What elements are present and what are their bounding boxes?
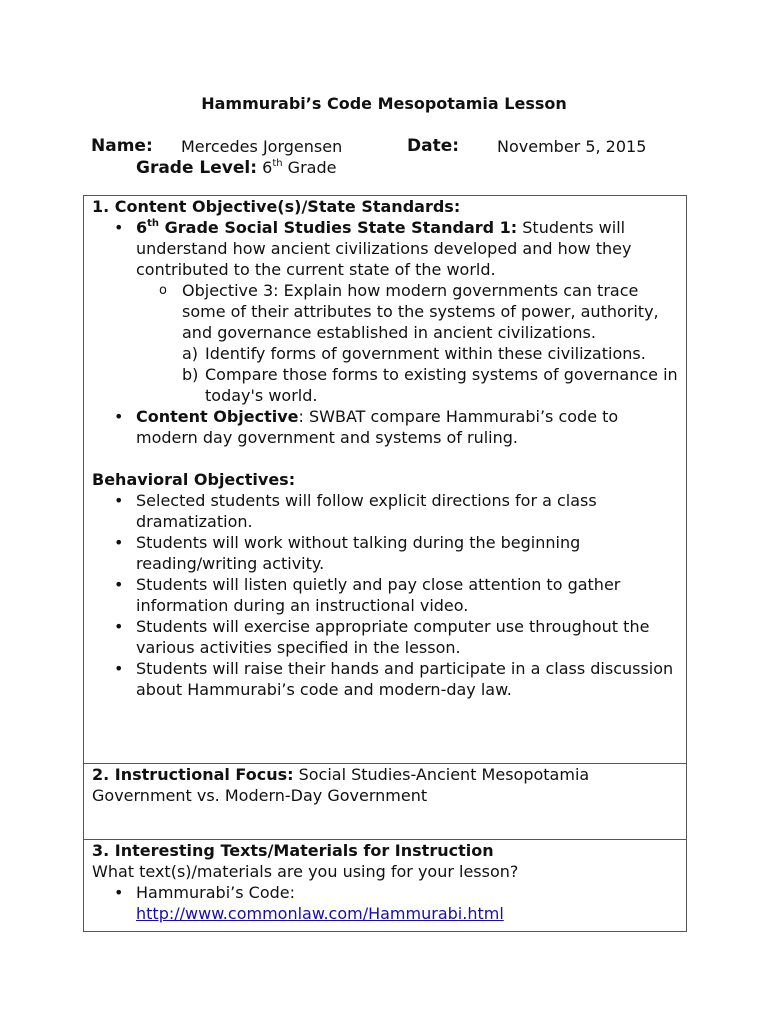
name-label: Name:: [91, 136, 153, 156]
grade-label: Grade Level:: [136, 158, 258, 178]
name-value: Mercedes Jorgensen: [181, 137, 343, 156]
section-instructional-focus: [84, 763, 686, 839]
section2-heading: 2. Instructional Focus:: [92, 765, 294, 784]
lesson-header: [91, 136, 691, 178]
materials-item: • Hammurabi’s Code: http://www.commonlaw.com/Hammurabi.html: [92, 882, 678, 924]
date-value: November 5, 2015: [497, 137, 647, 156]
behavioral-item: • Students will exercise appropriate computer use throughout the various activities specified in the lesson.: [92, 616, 678, 658]
section3-heading: 3. Interesting Texts/Materials for Instruction: [92, 841, 494, 860]
state-standard-item: • 6th Grade Social Studies State Standard 1: Students will understand how ancient civilizations developed and how they contributed to the current state of the world.: [92, 217, 678, 280]
section-texts-materials: [84, 839, 686, 931]
hammurabi-code-link[interactable]: http://www.commonlaw.com/Hammurabi.html: [136, 904, 504, 923]
date-label: Date:: [407, 136, 460, 156]
grade-number: 6th Grade: [262, 157, 337, 177]
document-title: Hammurabi’s Code Mesopotamia Lesson: [201, 94, 567, 113]
behavioral-item: • Students will work without talking during the beginning reading/writing activity.: [92, 532, 678, 574]
section3-question: What text(s)/materials are you using for your lesson?: [92, 862, 519, 881]
sub-objective-a: a) Identify forms of government within these civilizations.: [182, 344, 646, 363]
section1-heading: 1. Content Objective(s)/State Standards:: [92, 197, 461, 216]
content-objective-item: • Content Objective: SWBAT compare Hammurabi’s code to modern day government and systems of ruling.: [92, 406, 678, 448]
section2-text: Social Studies-Ancient Mesopotamia Government vs. Modern-Day Government: [92, 765, 590, 805]
sub-objective-b: b) Compare those forms to existing systems of governance in today's world.: [182, 365, 678, 405]
behavioral-item: • Selected students will follow explicit directions for a class dramatization.: [92, 490, 678, 532]
lesson-plan-table: [83, 195, 687, 932]
objective-3-item: o Objective 3: Explain how modern governments can trace some of their attributes to the systems of power, authority, and governance established in ancient civilizations.: [159, 281, 659, 342]
behavioral-item: • Students will raise their hands and participate in a class discussion about Hammurabi’s code and modern-day law.: [92, 658, 678, 700]
behavioral-item: • Students will listen quietly and pay close attention to gather information during an instructional video.: [92, 574, 678, 616]
section-content-objectives: [84, 196, 686, 763]
grade-level: [91, 157, 691, 178]
behavioral-heading: Behavioral Objectives:: [92, 470, 296, 489]
